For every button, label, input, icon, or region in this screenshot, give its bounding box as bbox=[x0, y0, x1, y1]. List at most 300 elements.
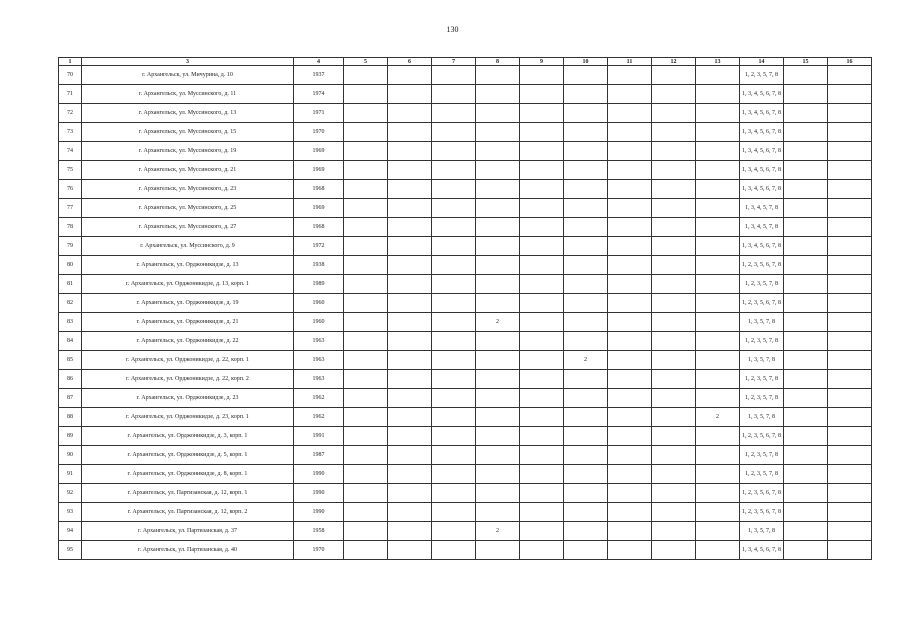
col-9-cell bbox=[520, 294, 564, 313]
address-cell: г. Архангельск, ул. Орджоникидзе, д. 21 bbox=[82, 313, 294, 332]
col-13-cell bbox=[696, 256, 740, 275]
col-6-cell bbox=[388, 503, 432, 522]
col-13-cell bbox=[696, 199, 740, 218]
col-9-cell bbox=[520, 256, 564, 275]
col-13-cell bbox=[696, 427, 740, 446]
col-5-cell bbox=[344, 427, 388, 446]
col-10-cell bbox=[564, 522, 608, 541]
col-16-cell bbox=[828, 161, 872, 180]
col-12-cell bbox=[652, 522, 696, 541]
col-7-cell bbox=[432, 332, 476, 351]
row-number-cell: 91 bbox=[59, 465, 82, 484]
col-6-cell bbox=[388, 484, 432, 503]
address-cell: г. Архангельск, ул. Партизанская, д. 12, корп. 1 bbox=[82, 484, 294, 503]
col-9-cell bbox=[520, 237, 564, 256]
col-15-cell bbox=[784, 427, 828, 446]
row-number-cell: 73 bbox=[59, 123, 82, 142]
table-row bbox=[59, 541, 872, 560]
col-7-cell bbox=[432, 370, 476, 389]
row-number-cell: 74 bbox=[59, 142, 82, 161]
col-7-cell bbox=[432, 237, 476, 256]
col-8-cell: 2 bbox=[476, 522, 520, 541]
col-11-cell bbox=[608, 408, 652, 427]
col-9-cell bbox=[520, 85, 564, 104]
col-13-cell bbox=[696, 351, 740, 370]
row-number-cell: 76 bbox=[59, 180, 82, 199]
header-row bbox=[59, 58, 872, 66]
row-number-cell: 83 bbox=[59, 313, 82, 332]
col-8-cell bbox=[476, 332, 520, 351]
table-row bbox=[59, 351, 872, 370]
col-12-cell bbox=[652, 85, 696, 104]
col-8-cell bbox=[476, 389, 520, 408]
col-8-cell bbox=[476, 180, 520, 199]
col-15-cell bbox=[784, 104, 828, 123]
col-11-cell bbox=[608, 446, 652, 465]
col-6-cell bbox=[388, 142, 432, 161]
col-11-cell bbox=[608, 142, 652, 161]
col-10-cell bbox=[564, 389, 608, 408]
col-8-cell bbox=[476, 294, 520, 313]
col-14-cell: 1, 2, 3, 5, 7, 8 bbox=[740, 66, 784, 85]
col-16-cell bbox=[828, 256, 872, 275]
table-row bbox=[59, 275, 872, 294]
col-14-cell: 1, 3, 5, 7, 8 bbox=[740, 351, 784, 370]
col-5-cell bbox=[344, 313, 388, 332]
row-number-cell: 94 bbox=[59, 522, 82, 541]
col-5-cell bbox=[344, 389, 388, 408]
table-row bbox=[59, 522, 872, 541]
col-7-cell bbox=[432, 85, 476, 104]
col-5-cell bbox=[344, 408, 388, 427]
col-header: 15 bbox=[784, 58, 828, 66]
year-cell: 1987 bbox=[294, 446, 344, 465]
col-15-cell bbox=[784, 256, 828, 275]
year-cell: 1974 bbox=[294, 85, 344, 104]
address-cell: г. Архангельск, ул. Муссинского, д. 21 bbox=[82, 161, 294, 180]
col-16-cell bbox=[828, 389, 872, 408]
col-10-cell bbox=[564, 256, 608, 275]
col-15-cell bbox=[784, 389, 828, 408]
table-row bbox=[59, 66, 872, 85]
col-13-cell bbox=[696, 389, 740, 408]
col-9-cell bbox=[520, 427, 564, 446]
col-7-cell bbox=[432, 161, 476, 180]
year-cell: 1962 bbox=[294, 389, 344, 408]
address-cell: г. Архангельск, ул. Орджоникидзе, д. 3, корп. 1 bbox=[82, 427, 294, 446]
col-11-cell bbox=[608, 522, 652, 541]
col-11-cell bbox=[608, 123, 652, 142]
year-cell: 1962 bbox=[294, 408, 344, 427]
col-10-cell bbox=[564, 427, 608, 446]
col-9-cell bbox=[520, 161, 564, 180]
col-14-cell: 1, 2, 3, 5, 6, 7, 8 bbox=[740, 503, 784, 522]
year-cell: 1960 bbox=[294, 313, 344, 332]
col-11-cell bbox=[608, 332, 652, 351]
col-8-cell bbox=[476, 142, 520, 161]
col-8-cell bbox=[476, 427, 520, 446]
col-13-cell bbox=[696, 142, 740, 161]
address-cell: г. Архангельск, ул. Муссинского, д. 27 bbox=[82, 218, 294, 237]
col-9-cell bbox=[520, 218, 564, 237]
col-14-cell: 1, 3, 4, 5, 6, 7, 8 bbox=[740, 161, 784, 180]
year-cell: 1960 bbox=[294, 294, 344, 313]
col-8-cell bbox=[476, 237, 520, 256]
table-row bbox=[59, 484, 872, 503]
col-6-cell bbox=[388, 180, 432, 199]
col-12-cell bbox=[652, 180, 696, 199]
col-9-cell bbox=[520, 313, 564, 332]
col-14-cell: 1, 2, 3, 5, 6, 7, 8 bbox=[740, 427, 784, 446]
col-11-cell bbox=[608, 465, 652, 484]
address-cell: г. Архангельск, ул. Орджоникидзе, д. 5, корп. 1 bbox=[82, 446, 294, 465]
col-5-cell bbox=[344, 66, 388, 85]
col-10-cell bbox=[564, 541, 608, 560]
col-11-cell bbox=[608, 313, 652, 332]
col-13-cell: 2 bbox=[696, 408, 740, 427]
row-number-cell: 93 bbox=[59, 503, 82, 522]
row-number-cell: 87 bbox=[59, 389, 82, 408]
col-5-cell bbox=[344, 332, 388, 351]
col-9-cell bbox=[520, 351, 564, 370]
col-10-cell bbox=[564, 218, 608, 237]
col-13-cell bbox=[696, 66, 740, 85]
col-10-cell bbox=[564, 332, 608, 351]
col-12-cell bbox=[652, 256, 696, 275]
col-16-cell bbox=[828, 332, 872, 351]
col-13-cell bbox=[696, 237, 740, 256]
col-11-cell bbox=[608, 104, 652, 123]
col-13-cell bbox=[696, 294, 740, 313]
row-number-cell: 75 bbox=[59, 161, 82, 180]
col-8-cell bbox=[476, 66, 520, 85]
col-header: 12 bbox=[652, 58, 696, 66]
col-15-cell bbox=[784, 66, 828, 85]
address-cell: г. Архангельск, ул. Муссинского, д. 25 bbox=[82, 199, 294, 218]
page-number: 130 bbox=[446, 25, 459, 34]
col-8-cell bbox=[476, 465, 520, 484]
col-12-cell bbox=[652, 199, 696, 218]
col-11-cell bbox=[608, 484, 652, 503]
col-5-cell bbox=[344, 522, 388, 541]
col-10-cell bbox=[564, 294, 608, 313]
col-11-cell bbox=[608, 256, 652, 275]
col-7-cell bbox=[432, 66, 476, 85]
table-body bbox=[59, 66, 872, 560]
table-row bbox=[59, 180, 872, 199]
col-6-cell bbox=[388, 351, 432, 370]
col-5-cell bbox=[344, 237, 388, 256]
col-10-cell bbox=[564, 142, 608, 161]
col-16-cell bbox=[828, 123, 872, 142]
year-cell: 1969 bbox=[294, 142, 344, 161]
col-16-cell bbox=[828, 218, 872, 237]
year-cell: 1938 bbox=[294, 256, 344, 275]
col-8-cell bbox=[476, 218, 520, 237]
col-7-cell bbox=[432, 351, 476, 370]
table-row bbox=[59, 332, 872, 351]
col-header: 9 bbox=[520, 58, 564, 66]
col-11-cell bbox=[608, 275, 652, 294]
col-header: 10 bbox=[564, 58, 608, 66]
col-14-cell: 1, 3, 4, 5, 6, 7, 8 bbox=[740, 123, 784, 142]
col-8-cell bbox=[476, 370, 520, 389]
col-14-cell: 1, 3, 4, 5, 6, 7, 8 bbox=[740, 104, 784, 123]
col-9-cell bbox=[520, 541, 564, 560]
col-10-cell bbox=[564, 104, 608, 123]
col-15-cell bbox=[784, 408, 828, 427]
col-11-cell bbox=[608, 351, 652, 370]
col-12-cell bbox=[652, 66, 696, 85]
col-header: 8 bbox=[476, 58, 520, 66]
col-14-cell: 1, 2, 3, 5, 7, 8 bbox=[740, 370, 784, 389]
col-8-cell bbox=[476, 85, 520, 104]
col-11-cell bbox=[608, 503, 652, 522]
col-header: 1 bbox=[59, 58, 82, 66]
col-16-cell bbox=[828, 370, 872, 389]
col-12-cell bbox=[652, 503, 696, 522]
col-15-cell bbox=[784, 541, 828, 560]
col-12-cell bbox=[652, 541, 696, 560]
col-13-cell bbox=[696, 503, 740, 522]
row-number-cell: 82 bbox=[59, 294, 82, 313]
table-row bbox=[59, 503, 872, 522]
row-number-cell: 89 bbox=[59, 427, 82, 446]
col-10-cell bbox=[564, 161, 608, 180]
col-12-cell bbox=[652, 294, 696, 313]
col-10-cell bbox=[564, 465, 608, 484]
col-7-cell bbox=[432, 408, 476, 427]
table-row bbox=[59, 218, 872, 237]
address-cell: г. Архангельск, ул. Орджоникидзе, д. 23, корп. 1 bbox=[82, 408, 294, 427]
address-cell: г. Архангельск, ул. Муссинского, д. 19 bbox=[82, 142, 294, 161]
row-number-cell: 80 bbox=[59, 256, 82, 275]
col-12-cell bbox=[652, 389, 696, 408]
col-5-cell bbox=[344, 161, 388, 180]
col-14-cell: 1, 3, 4, 5, 7, 8 bbox=[740, 199, 784, 218]
col-16-cell bbox=[828, 142, 872, 161]
col-12-cell bbox=[652, 427, 696, 446]
col-10-cell bbox=[564, 180, 608, 199]
col-9-cell bbox=[520, 370, 564, 389]
row-number-cell: 71 bbox=[59, 85, 82, 104]
col-11-cell bbox=[608, 294, 652, 313]
col-13-cell bbox=[696, 180, 740, 199]
table-row bbox=[59, 370, 872, 389]
col-12-cell bbox=[652, 123, 696, 142]
col-9-cell bbox=[520, 465, 564, 484]
col-header: 6 bbox=[388, 58, 432, 66]
col-8-cell bbox=[476, 123, 520, 142]
col-14-cell: 1, 3, 4, 5, 7, 8 bbox=[740, 218, 784, 237]
col-11-cell bbox=[608, 427, 652, 446]
col-8-cell: 2 bbox=[476, 313, 520, 332]
col-header: 4 bbox=[294, 58, 344, 66]
col-15-cell bbox=[784, 484, 828, 503]
col-12-cell bbox=[652, 275, 696, 294]
col-11-cell bbox=[608, 541, 652, 560]
col-16-cell bbox=[828, 85, 872, 104]
col-8-cell bbox=[476, 503, 520, 522]
col-14-cell: 1, 2, 3, 5, 6, 7, 8 bbox=[740, 256, 784, 275]
year-cell: 1991 bbox=[294, 427, 344, 446]
address-cell: г. Архангельск, ул. Партизанская, д. 40 bbox=[82, 541, 294, 560]
col-9-cell bbox=[520, 199, 564, 218]
col-8-cell bbox=[476, 351, 520, 370]
col-13-cell bbox=[696, 104, 740, 123]
col-14-cell: 1, 2, 3, 5, 7, 8 bbox=[740, 275, 784, 294]
col-13-cell bbox=[696, 484, 740, 503]
col-10-cell bbox=[564, 446, 608, 465]
col-10-cell bbox=[564, 370, 608, 389]
address-cell: г. Архангельск, ул. Муссинского, д. 9 bbox=[82, 237, 294, 256]
col-9-cell bbox=[520, 332, 564, 351]
col-11-cell bbox=[608, 66, 652, 85]
col-7-cell bbox=[432, 522, 476, 541]
col-14-cell: 1, 3, 4, 5, 6, 7, 8 bbox=[740, 180, 784, 199]
col-14-cell: 1, 2, 3, 5, 6, 7, 8 bbox=[740, 484, 784, 503]
year-cell: 1969 bbox=[294, 199, 344, 218]
col-10-cell bbox=[564, 85, 608, 104]
address-cell: г. Архангельск, ул. Муссинского, д. 15 bbox=[82, 123, 294, 142]
col-13-cell bbox=[696, 85, 740, 104]
col-9-cell bbox=[520, 180, 564, 199]
col-header: 7 bbox=[432, 58, 476, 66]
col-14-cell: 1, 3, 5, 7, 8 bbox=[740, 522, 784, 541]
col-15-cell bbox=[784, 313, 828, 332]
col-6-cell bbox=[388, 237, 432, 256]
col-6-cell bbox=[388, 427, 432, 446]
col-13-cell bbox=[696, 275, 740, 294]
col-15-cell bbox=[784, 503, 828, 522]
col-5-cell bbox=[344, 256, 388, 275]
col-7-cell bbox=[432, 275, 476, 294]
col-11-cell bbox=[608, 180, 652, 199]
table-row bbox=[59, 123, 872, 142]
col-7-cell bbox=[432, 123, 476, 142]
col-16-cell bbox=[828, 408, 872, 427]
col-5-cell bbox=[344, 446, 388, 465]
year-cell: 1969 bbox=[294, 161, 344, 180]
col-14-cell: 1, 3, 5, 7, 8 bbox=[740, 408, 784, 427]
col-7-cell bbox=[432, 503, 476, 522]
col-16-cell bbox=[828, 66, 872, 85]
col-9-cell bbox=[520, 446, 564, 465]
row-number-cell: 86 bbox=[59, 370, 82, 389]
col-9-cell bbox=[520, 142, 564, 161]
col-16-cell bbox=[828, 503, 872, 522]
col-6-cell bbox=[388, 522, 432, 541]
year-cell: 1968 bbox=[294, 218, 344, 237]
col-6-cell bbox=[388, 541, 432, 560]
year-cell: 1971 bbox=[294, 104, 344, 123]
col-14-cell: 1, 3, 4, 5, 6, 7, 8 bbox=[740, 85, 784, 104]
col-7-cell bbox=[432, 199, 476, 218]
col-15-cell bbox=[784, 161, 828, 180]
address-cell: г. Архангельск, ул. Орджоникидзе, д. 8, корп. 1 bbox=[82, 465, 294, 484]
col-header: 14 bbox=[740, 58, 784, 66]
col-15-cell bbox=[784, 275, 828, 294]
col-header: 5 bbox=[344, 58, 388, 66]
col-8-cell bbox=[476, 104, 520, 123]
col-9-cell bbox=[520, 389, 564, 408]
address-cell: г. Архангельск, ул. Орджоникидзе, д. 13 bbox=[82, 256, 294, 275]
address-cell: г. Архангельск, ул. Муссинского, д. 23 bbox=[82, 180, 294, 199]
col-6-cell bbox=[388, 66, 432, 85]
table-row bbox=[59, 465, 872, 484]
table-row bbox=[59, 256, 872, 275]
table-row bbox=[59, 408, 872, 427]
col-6-cell bbox=[388, 275, 432, 294]
col-6-cell bbox=[388, 332, 432, 351]
year-cell: 1972 bbox=[294, 237, 344, 256]
address-cell: г. Архангельск, ул. Орджоникидзе, д. 23 bbox=[82, 389, 294, 408]
col-15-cell bbox=[784, 199, 828, 218]
year-cell: 1963 bbox=[294, 370, 344, 389]
col-12-cell bbox=[652, 104, 696, 123]
col-14-cell: 1, 2, 3, 5, 7, 8 bbox=[740, 465, 784, 484]
col-14-cell: 1, 2, 3, 5, 7, 8 bbox=[740, 389, 784, 408]
col-6-cell bbox=[388, 465, 432, 484]
address-cell: г. Архангельск, ул. Орджоникидзе, д. 22 bbox=[82, 332, 294, 351]
year-cell: 1990 bbox=[294, 503, 344, 522]
row-number-cell: 90 bbox=[59, 446, 82, 465]
table-row bbox=[59, 85, 872, 104]
year-cell: 1968 bbox=[294, 180, 344, 199]
col-15-cell bbox=[784, 142, 828, 161]
col-6-cell bbox=[388, 123, 432, 142]
row-number-cell: 92 bbox=[59, 484, 82, 503]
housing-table bbox=[58, 57, 872, 560]
row-number-cell: 70 bbox=[59, 66, 82, 85]
col-10-cell bbox=[564, 275, 608, 294]
col-15-cell bbox=[784, 237, 828, 256]
col-7-cell bbox=[432, 465, 476, 484]
col-6-cell bbox=[388, 389, 432, 408]
col-12-cell bbox=[652, 161, 696, 180]
col-12-cell bbox=[652, 218, 696, 237]
row-number-cell: 72 bbox=[59, 104, 82, 123]
col-10-cell bbox=[564, 408, 608, 427]
col-15-cell bbox=[784, 370, 828, 389]
col-15-cell bbox=[784, 218, 828, 237]
col-7-cell bbox=[432, 142, 476, 161]
col-14-cell: 1, 3, 4, 5, 6, 7, 8 bbox=[740, 142, 784, 161]
col-10-cell bbox=[564, 123, 608, 142]
col-15-cell bbox=[784, 465, 828, 484]
col-16-cell bbox=[828, 541, 872, 560]
col-7-cell bbox=[432, 484, 476, 503]
col-6-cell bbox=[388, 161, 432, 180]
col-15-cell bbox=[784, 180, 828, 199]
col-8-cell bbox=[476, 275, 520, 294]
col-header: 13 bbox=[696, 58, 740, 66]
table-row bbox=[59, 199, 872, 218]
row-number-cell: 79 bbox=[59, 237, 82, 256]
col-7-cell bbox=[432, 446, 476, 465]
row-number-cell: 85 bbox=[59, 351, 82, 370]
col-16-cell bbox=[828, 275, 872, 294]
col-11-cell bbox=[608, 218, 652, 237]
table-row bbox=[59, 313, 872, 332]
col-15-cell bbox=[784, 446, 828, 465]
col-16-cell bbox=[828, 465, 872, 484]
col-8-cell bbox=[476, 446, 520, 465]
col-5-cell bbox=[344, 541, 388, 560]
col-13-cell bbox=[696, 370, 740, 389]
year-cell: 1990 bbox=[294, 465, 344, 484]
address-cell: г. Архангельск, ул. Муссинского, д. 13 bbox=[82, 104, 294, 123]
